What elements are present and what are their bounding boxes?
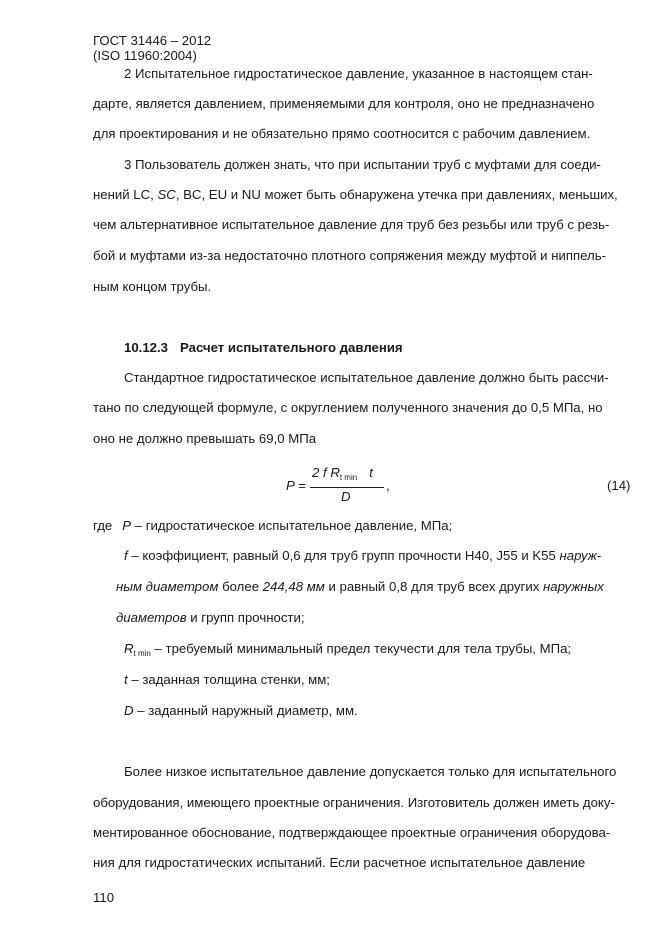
para2-line-1: Более низкое испытательное давление допускается только для испытательного xyxy=(124,764,617,779)
where-f-line-2 xyxy=(116,579,604,595)
formula-numerator xyxy=(312,465,373,486)
para1-line-3: оно не должно превышать 69,0 МПа xyxy=(93,431,317,446)
where-d-text: – заданный наружный диаметр, мм. xyxy=(133,703,358,718)
where-f-italic: ным диаметром xyxy=(116,579,219,594)
section-number: 10.12.3 xyxy=(124,340,168,355)
para1-line-1: Стандартное гидростатическое испытательное давление должно быть рассчи- xyxy=(124,370,609,385)
where-f-italic: наружных xyxy=(543,579,604,594)
where-r-text: – требуемый минимальный предел текучести для тела трубы, МПа; xyxy=(150,641,572,656)
note3-line-3: чем альтернативное испытательное давление для труб без резьбы или труб с резь- xyxy=(93,217,610,232)
iso-reference: (ISO 11960:2004) xyxy=(93,48,197,63)
where-word: где xyxy=(93,518,113,533)
para2-line-4: ния для гидростатических испытаний. Если расчетное испытательное давление xyxy=(93,855,586,870)
formula-den: D xyxy=(341,489,351,504)
where-d-symbol: D xyxy=(124,703,134,718)
where-t-line xyxy=(124,672,330,688)
where-f-italic: наруж- xyxy=(559,548,602,563)
where-p-line xyxy=(93,518,452,534)
note3-text: , BC, EU и NU может быть обнаружена утечка при давлениях, меньших, xyxy=(175,187,618,202)
formula-num-b: t xyxy=(369,465,373,480)
section-title: Расчет испытательного давления xyxy=(180,340,403,355)
where-f-line-1 xyxy=(124,548,601,564)
note2-line-2: дарте, является давлением, применяемыми для контроля, оно не предназначено xyxy=(93,96,595,111)
formula-num-a: 2 f R xyxy=(312,465,340,480)
formula-num-sub: t min xyxy=(339,473,358,482)
where-r-subscript: t min xyxy=(133,649,151,658)
where-t-text: – заданная толщина стенки, мм; xyxy=(127,672,330,687)
fraction-bar xyxy=(310,487,384,488)
note2-line-3: для проектирования и не обязательно прямо соотносится с рабочим давлением. xyxy=(93,126,591,141)
where-r-symbol: R xyxy=(124,641,134,656)
para2-line-2: оборудования, имеющего проектные ограничения. Изготовитель должен иметь доку- xyxy=(93,795,615,810)
para1-line-2: тано по следующей формуле, с округлением полученного значения до 0,5 МПа, но xyxy=(93,400,603,415)
formula-lhs xyxy=(286,478,306,494)
formula-lhs-text: P = xyxy=(286,478,306,493)
where-f-text: и равный 0,8 для труб всех других xyxy=(324,579,543,594)
page-number: 110 xyxy=(93,890,115,905)
where-f-italic: 244,48 мм xyxy=(262,579,325,594)
formula-denominator xyxy=(341,489,351,505)
formula-number: (14) xyxy=(607,478,631,493)
where-p-symbol: P xyxy=(122,518,132,533)
note3-line-1: 3 Пользователь должен знать, что при испытании труб с муфтами для соеди- xyxy=(124,157,601,172)
where-r-line xyxy=(124,641,571,662)
note3-text: нений LC, xyxy=(93,187,158,202)
section-heading xyxy=(124,340,403,356)
where-f-italic: диаметров xyxy=(116,610,187,625)
standard-code: ГОСТ 31446 – 2012 xyxy=(93,33,212,48)
formula-comma: , xyxy=(386,478,390,493)
note3-line-5: ным концом трубы. xyxy=(93,279,212,294)
where-f-text: и групп прочности; xyxy=(186,610,305,625)
where-f-line-3 xyxy=(116,610,304,626)
where-f-text: – коэффициент, равный 0,6 для труб групп прочности H40, J55 и K55 xyxy=(127,548,560,563)
note2-line-1: 2 Испытательное гидростатическое давление, указанное в настоящем стан- xyxy=(124,66,593,81)
where-d-line xyxy=(124,703,358,719)
para2-line-3: ментированное обоснование, подтверждающее проектные ограничения оборудова- xyxy=(93,825,611,840)
where-t-symbol: t xyxy=(124,672,128,687)
where-f-symbol: f xyxy=(124,548,128,563)
note3-line-4: бой и муфтами из-за недостаточно плотного сопряжения между муфтой и ниппель- xyxy=(93,248,606,263)
where-p-text: – гидростатическое испытательное давление, МПа; xyxy=(131,518,453,533)
where-f-text: более xyxy=(218,579,263,594)
note3-sc: SC xyxy=(157,187,176,202)
note3-line-2 xyxy=(93,187,618,203)
